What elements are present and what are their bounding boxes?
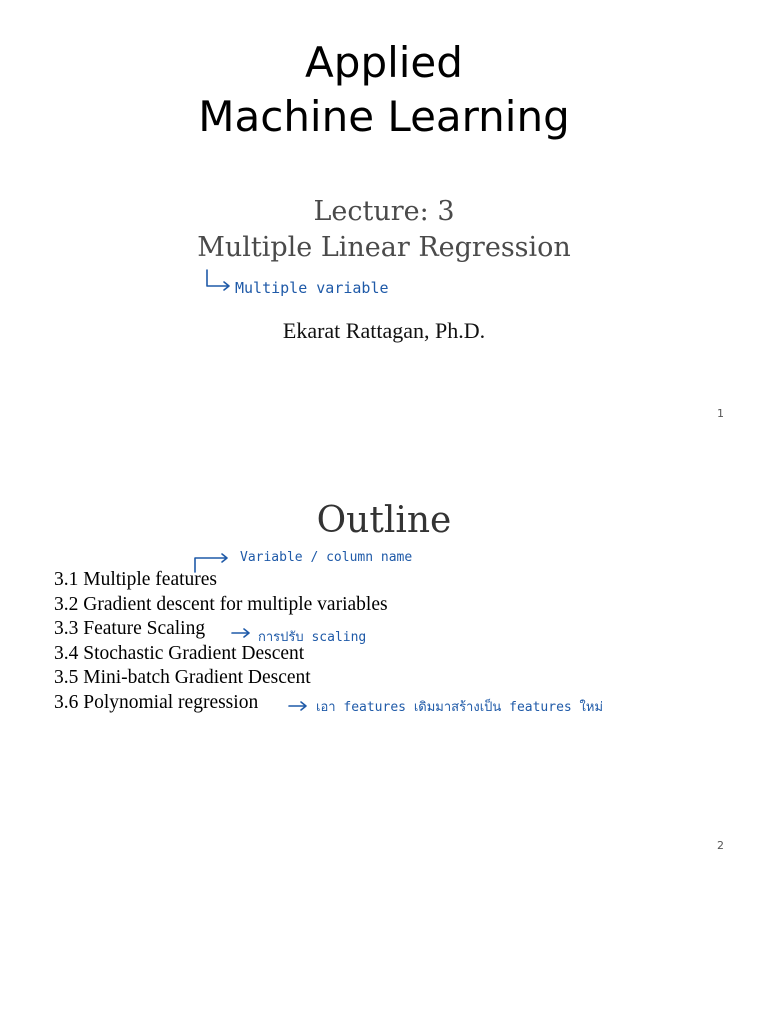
outline-item: 3.2 Gradient descent for multiple variables [54, 593, 388, 615]
slide-outline [0, 432, 768, 864]
handwritten-note-scaling: การปรับ scaling [258, 630, 367, 645]
annotation-arrow-icon [205, 270, 235, 290]
handwritten-note-variable: Variable / column name [240, 550, 413, 565]
course-title-line-1: Applied [305, 38, 463, 87]
outline-item: 3.5 Mini-batch Gradient Descent [54, 667, 311, 688]
page-number: 1 [717, 407, 724, 420]
lecture-number: Lecture: 3 [313, 196, 455, 227]
outline-item: 3.1 Multiple features [54, 569, 217, 590]
annotation-arrow-icon [231, 628, 253, 638]
outline-item: 3.4 Stochastic Gradient Descent [54, 642, 305, 664]
lecture-topic: Multiple Linear Regression [197, 232, 571, 263]
course-title-line-2: Machine Learning [198, 92, 570, 141]
page-number: 2 [717, 839, 724, 852]
outline-item: 3.3 Feature Scaling [54, 618, 206, 639]
outline-item: 3.6 Polynomial regression [54, 691, 259, 713]
handwritten-note-polynomial: เอา features เดิมมาสร้างเป็น features ใหม่ [316, 700, 604, 715]
handwritten-note-multiple: Multiple variable [235, 279, 389, 297]
annotation-arrow-icon [288, 701, 310, 711]
author-name: Ekarat Rattagan, Ph.D. [282, 318, 486, 343]
slide-title [0, 0, 768, 432]
outline-title: Outline [316, 500, 452, 541]
